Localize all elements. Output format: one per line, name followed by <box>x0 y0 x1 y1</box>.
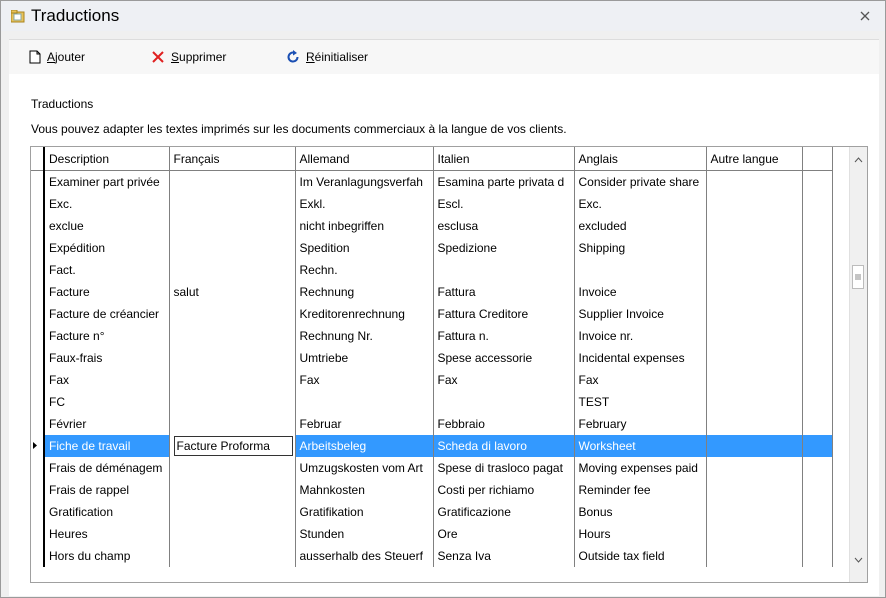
table-cell[interactable] <box>169 369 295 391</box>
table-row[interactable] <box>31 391 832 413</box>
table-cell[interactable]: FC <box>44 391 169 413</box>
row-indicator[interactable] <box>31 545 44 567</box>
reset-button-label: Réinitialiser <box>306 50 369 64</box>
table-cell[interactable]: nicht inbegriffen <box>295 215 433 237</box>
table-row[interactable] <box>31 237 832 259</box>
table-cell[interactable] <box>169 523 295 545</box>
row-indicator[interactable] <box>31 303 44 325</box>
table-row[interactable] <box>31 413 832 435</box>
add-button[interactable] <box>29 49 85 65</box>
table-cell[interactable]: Arbeitsbeleg <box>295 435 433 457</box>
table-cell[interactable] <box>169 457 295 479</box>
row-indicator[interactable] <box>31 391 44 413</box>
table-cell[interactable]: Umzugskosten vom Art <box>295 457 433 479</box>
grip-icon <box>853 266 863 288</box>
table-cell[interactable] <box>706 545 802 567</box>
add-button-label: Ajouter <box>47 50 86 64</box>
table-cell[interactable]: Stunden <box>295 523 433 545</box>
table-cell[interactable] <box>169 391 295 413</box>
table-cell[interactable] <box>706 325 802 347</box>
column-header[interactable]: Italien <box>433 147 574 171</box>
row-indicator[interactable] <box>31 413 44 435</box>
current-row-indicator[interactable] <box>31 435 44 457</box>
table-cell[interactable] <box>169 413 295 435</box>
row-indicator[interactable] <box>31 369 44 391</box>
table-cell[interactable]: Fattura n. <box>433 325 574 347</box>
table-cell[interactable] <box>706 171 802 194</box>
column-header[interactable]: Autre langue <box>706 147 802 171</box>
table-cell[interactable]: Esamina parte privata d <box>433 171 574 194</box>
table-cell[interactable]: Fax <box>44 369 169 391</box>
filler-cell <box>802 413 832 435</box>
table-cell[interactable]: Bonus <box>574 501 706 523</box>
table-cell[interactable] <box>169 479 295 501</box>
filler-cell <box>802 523 832 545</box>
table-cell[interactable] <box>706 457 802 479</box>
column-header[interactable]: Allemand <box>295 147 433 171</box>
table-cell[interactable]: Shipping <box>574 237 706 259</box>
vertical-scrollbar[interactable] <box>849 147 867 582</box>
table-cell[interactable]: Spese accessorie <box>433 347 574 369</box>
table-cell[interactable]: Ore <box>433 523 574 545</box>
table-cell[interactable]: Costi per richiamo <box>433 479 574 501</box>
table-row[interactable] <box>31 501 832 523</box>
table-cell[interactable] <box>706 347 802 369</box>
table-cell[interactable]: Fattura Creditore <box>433 303 574 325</box>
row-indicator[interactable] <box>31 171 44 194</box>
table-row[interactable] <box>31 325 832 347</box>
table-cell[interactable]: Moving expenses paid <box>574 457 706 479</box>
title-bar <box>1 1 885 31</box>
table-cell[interactable]: ausserhalb des Steuerf <box>295 545 433 567</box>
table-cell[interactable] <box>706 391 802 413</box>
table-cell[interactable] <box>706 435 802 457</box>
table-cell[interactable]: Senza Iva <box>433 545 574 567</box>
row-indicator-header <box>31 147 44 171</box>
table-cell[interactable]: exclue <box>44 215 169 237</box>
filler-cell <box>802 545 832 567</box>
row-indicator[interactable] <box>31 215 44 237</box>
table-row[interactable] <box>31 259 832 281</box>
refresh-icon <box>286 50 300 64</box>
table-cell[interactable]: Outside tax field <box>574 545 706 567</box>
table-cell[interactable]: Scheda di lavoro <box>433 435 574 457</box>
filler-cell <box>802 281 832 303</box>
table-cell[interactable]: Februar <box>295 413 433 435</box>
row-indicator[interactable] <box>31 457 44 479</box>
section-heading: Traductions <box>31 97 94 111</box>
table-cell[interactable]: Heures <box>44 523 169 545</box>
table-cell[interactable]: Incidental expenses <box>574 347 706 369</box>
table-cell[interactable]: Facture de créancier <box>44 303 169 325</box>
table-row[interactable] <box>31 193 832 215</box>
filler-cell <box>802 479 832 501</box>
table-cell[interactable] <box>295 391 433 413</box>
table-cell[interactable]: Spedition <box>295 237 433 259</box>
scroll-thumb[interactable] <box>852 265 864 289</box>
table-cell[interactable]: Frais de déménagem <box>44 457 169 479</box>
table-cell[interactable]: Rechnung <box>295 281 433 303</box>
header-row <box>31 147 832 171</box>
table-cell[interactable]: Février <box>44 413 169 435</box>
table-cell[interactable]: Exc. <box>44 193 169 215</box>
row-indicator[interactable] <box>31 193 44 215</box>
table-cell[interactable]: Im Veranlagungsverfah <box>295 171 433 194</box>
table-cell[interactable]: Fattura <box>433 281 574 303</box>
table-cell[interactable]: Hors du champ <box>44 545 169 567</box>
table-cell[interactable]: Faux-frais <box>44 347 169 369</box>
table-cell[interactable]: Kreditorenrechnung <box>295 303 433 325</box>
table-cell[interactable]: Invoice <box>574 281 706 303</box>
row-indicator[interactable] <box>31 281 44 303</box>
table-cell[interactable]: Febbraio <box>433 413 574 435</box>
filler-cell <box>802 303 832 325</box>
chevron-down-icon <box>854 557 863 563</box>
table-cell[interactable]: Fax <box>574 369 706 391</box>
filler-cell <box>802 347 832 369</box>
table-cell[interactable]: Exkl. <box>295 193 433 215</box>
table-cell[interactable] <box>574 259 706 281</box>
table-cell[interactable]: esclusa <box>433 215 574 237</box>
table-cell[interactable] <box>169 171 295 194</box>
filler-cell <box>802 259 832 281</box>
table-cell[interactable]: Rechnung Nr. <box>295 325 433 347</box>
table-cell[interactable]: TEST <box>574 391 706 413</box>
table-cell[interactable]: Fax <box>295 369 433 391</box>
row-indicator[interactable] <box>31 347 44 369</box>
table-cell[interactable] <box>706 479 802 501</box>
cell-editor-input[interactable]: Facture Proforma <box>174 436 293 456</box>
table-row[interactable] <box>31 171 832 194</box>
section-description: Vous pouvez adapter les textes imprimés sur les documents commerciaux à la langue de vos clients. <box>31 122 567 136</box>
folder-icon <box>11 10 25 23</box>
table-cell[interactable] <box>706 303 802 325</box>
table-row[interactable] <box>31 523 832 545</box>
table-cell[interactable] <box>706 501 802 523</box>
close-icon[interactable] <box>859 10 871 22</box>
filler-cell <box>802 501 832 523</box>
table-cell[interactable]: Spedizione <box>433 237 574 259</box>
table-cell[interactable]: Fax <box>433 369 574 391</box>
filler-header <box>802 147 832 171</box>
table-cell[interactable] <box>706 237 802 259</box>
table-cell[interactable]: Gratifikation <box>295 501 433 523</box>
table-cell[interactable]: Facture n° <box>44 325 169 347</box>
table-cell[interactable]: Examiner part privée <box>44 171 169 194</box>
filler-cell <box>802 457 832 479</box>
table-row[interactable] <box>31 545 832 567</box>
table-cell[interactable] <box>169 545 295 567</box>
table-row[interactable] <box>31 281 832 303</box>
filler-cell <box>802 193 832 215</box>
table-cell[interactable] <box>169 347 295 369</box>
row-indicator[interactable] <box>31 523 44 545</box>
table-row[interactable] <box>31 435 832 457</box>
row-indicator[interactable] <box>31 237 44 259</box>
table-cell[interactable] <box>169 215 295 237</box>
new-document-icon <box>29 50 41 64</box>
row-indicator[interactable] <box>31 501 44 523</box>
table-body <box>31 171 832 568</box>
table-cell[interactable]: Escl. <box>433 193 574 215</box>
translations-table <box>31 147 833 567</box>
red-x-icon <box>151 50 165 64</box>
table-cell[interactable] <box>706 281 802 303</box>
table-cell[interactable]: Invoice nr. <box>574 325 706 347</box>
table-cell[interactable] <box>169 193 295 215</box>
table-cell[interactable] <box>169 303 295 325</box>
table-cell[interactable]: Worksheet <box>574 435 706 457</box>
table-cell[interactable]: Frais de rappel <box>44 479 169 501</box>
table-cell[interactable]: Consider private share <box>574 171 706 194</box>
filler-cell <box>802 369 832 391</box>
table-cell[interactable]: Facture <box>44 281 169 303</box>
table-cell[interactable] <box>169 259 295 281</box>
table-cell[interactable] <box>706 193 802 215</box>
scroll-up-arrow[interactable] <box>850 151 867 168</box>
table-cell[interactable]: Mahnkosten <box>295 479 433 501</box>
table-cell[interactable] <box>169 237 295 259</box>
column-header[interactable]: Anglais <box>574 147 706 171</box>
table-cell[interactable]: Supplier Invoice <box>574 303 706 325</box>
table-row[interactable] <box>31 347 832 369</box>
table-cell[interactable] <box>169 501 295 523</box>
table-cell[interactable]: Spese di trasloco pagat <box>433 457 574 479</box>
table-row[interactable] <box>31 369 832 391</box>
table-cell[interactable]: Gratificazione <box>433 501 574 523</box>
table-cell[interactable]: Fact. <box>44 259 169 281</box>
table-cell[interactable] <box>169 435 295 457</box>
filler-cell <box>802 215 832 237</box>
table-cell[interactable] <box>706 369 802 391</box>
table-row[interactable] <box>31 303 832 325</box>
table-cell[interactable]: Hours <box>574 523 706 545</box>
table-cell[interactable]: Reminder fee <box>574 479 706 501</box>
table-cell[interactable] <box>706 413 802 435</box>
filler-cell <box>802 325 832 347</box>
table-cell[interactable]: Umtriebe <box>295 347 433 369</box>
table-cell[interactable] <box>169 325 295 347</box>
table-cell[interactable] <box>433 259 574 281</box>
table-cell[interactable] <box>706 259 802 281</box>
filler-cell <box>802 171 832 194</box>
table-cell[interactable]: excluded <box>574 215 706 237</box>
table-cell[interactable] <box>433 391 574 413</box>
table-cell[interactable] <box>706 215 802 237</box>
table-cell[interactable]: Fiche de travail <box>44 435 169 457</box>
table-cell[interactable]: February <box>574 413 706 435</box>
delete-button-label: Supprimer <box>171 50 227 64</box>
filler-cell <box>802 435 832 457</box>
table-cell[interactable]: Expédition <box>44 237 169 259</box>
window-title: Traductions <box>31 6 120 25</box>
table-row[interactable] <box>31 457 832 479</box>
current-row-arrow-icon <box>31 441 39 450</box>
filler-cell <box>802 391 832 413</box>
delete-button[interactable] <box>151 49 226 65</box>
chevron-up-icon <box>854 157 863 163</box>
table-cell[interactable]: Rechn. <box>295 259 433 281</box>
row-indicator[interactable] <box>31 259 44 281</box>
column-header[interactable]: Français <box>169 147 295 171</box>
scroll-down-arrow[interactable] <box>850 551 867 568</box>
table-row[interactable] <box>31 215 832 237</box>
table-row[interactable] <box>31 479 832 501</box>
table-cell[interactable]: salut <box>169 281 295 303</box>
toolbar <box>9 39 879 75</box>
table-cell[interactable]: Gratification <box>44 501 169 523</box>
column-header[interactable]: Description <box>44 147 169 171</box>
table-cell[interactable] <box>706 523 802 545</box>
row-indicator[interactable] <box>31 325 44 347</box>
reset-button[interactable] <box>286 49 368 65</box>
table-cell[interactable]: Exc. <box>574 193 706 215</box>
row-indicator[interactable] <box>31 479 44 501</box>
translations-grid[interactable] <box>30 146 868 583</box>
filler-cell <box>802 237 832 259</box>
